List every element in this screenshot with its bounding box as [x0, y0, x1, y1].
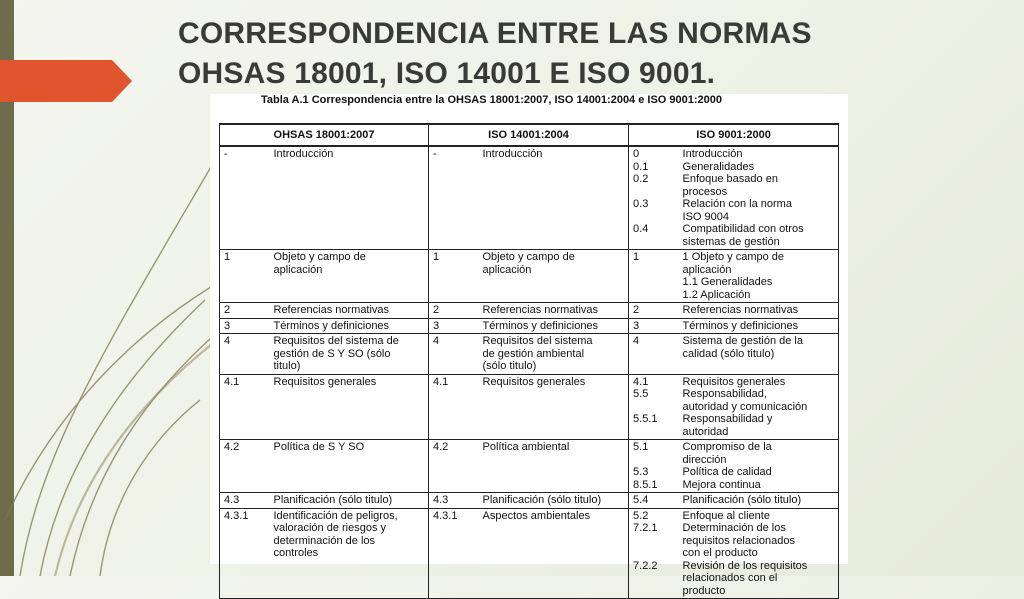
table-cell-q-num: 2 [629, 303, 679, 319]
table-cell-q-txt: Enfoque al cliente Determinación de los requisitos relacionados con el producto Revisión de los requisitos relacionados con el producto [679, 508, 839, 599]
header-iso9001: ISO 9001:2000 [629, 124, 839, 146]
table-cell-q-num: 5.4 [629, 493, 679, 509]
table-row [220, 493, 839, 509]
table-cell-e-txt: Política ambiental [479, 440, 629, 493]
table-cell-q-num: 4 [629, 334, 679, 375]
table-row [220, 334, 839, 375]
table-header-row [220, 124, 839, 146]
table-cell-o-num: 2 [220, 303, 270, 319]
table-cell-e-txt: Planificación (sólo titulo) [479, 493, 629, 509]
table-row [220, 303, 839, 319]
table-cell-q-num: 1 [629, 250, 679, 303]
table-cell-e-num: 4.3 [429, 493, 479, 509]
slide-title [178, 14, 998, 94]
table-cell-e-num: - [429, 146, 479, 250]
table-row [220, 508, 839, 599]
table-cell-q-txt: Planificación (sólo titulo) [679, 493, 839, 509]
table-row [220, 318, 839, 334]
table-cell-o-txt: Términos y definiciones [270, 318, 429, 334]
table-cell-e-txt: Objeto y campo de aplicación [479, 250, 629, 303]
table-cell-e-num: 2 [429, 303, 479, 319]
table-cell-q-txt: Sistema de gestión de la calidad (sólo titulo) [679, 334, 839, 375]
table-cell-e-num: 4.1 [429, 374, 479, 440]
table-cell-o-num: 4.1 [220, 374, 270, 440]
table-cell-o-txt: Identificación de peligros, valoración de riesgos y determinación de los controles [270, 508, 429, 599]
table-cell-o-txt: Planificación (sólo titulo) [270, 493, 429, 509]
table-cell-e-txt: Referencias normativas [479, 303, 629, 319]
table-cell-q-num: 5.2 7.2.1 7.2.2 [629, 508, 679, 599]
table-cell-e-num: 4.3.1 [429, 508, 479, 599]
table-cell-e-txt: Introducción [479, 146, 629, 250]
table-cell-e-num: 4 [429, 334, 479, 375]
correspondence-table [219, 123, 839, 599]
table-cell-o-num: - [220, 146, 270, 250]
table-document-image [210, 94, 848, 597]
table-cell-q-num: 5.1 5.3 8.5.1 [629, 440, 679, 493]
header-iso14001: ISO 14001:2004 [429, 124, 629, 146]
table-cell-q-num: 0 0.1 0.2 0.3 0.4 [629, 146, 679, 250]
table-cell-o-num: 1 [220, 250, 270, 303]
table-cell-q-num: 3 [629, 318, 679, 334]
table-cell-e-txt: Requisitos generales [479, 374, 629, 440]
table-row [220, 374, 839, 440]
table-cell-o-txt: Requisitos generales [270, 374, 429, 440]
table-cell-o-num: 4 [220, 334, 270, 375]
table-cell-o-txt: Requisitos del sistema de gestión de S Y SO (sólo titulo) [270, 334, 429, 375]
table-cell-q-num: 4.1 5.5 5.5.1 [629, 374, 679, 440]
table-cell-o-txt: Referencias normativas [270, 303, 429, 319]
table-cell-e-txt: Requisitos del sistema de gestión ambiental (sólo titulo) [479, 334, 629, 375]
table-cell-e-num: 1 [429, 250, 479, 303]
table-cell-q-txt: Introducción Generalidades Enfoque basado en procesos Relación con la norma ISO 9004 Compatibilidad con otros sistemas de gestión [679, 146, 839, 250]
table-cell-q-txt: 1 Objeto y campo de aplicación 1.1 Generalidades 1.2 Aplicación [679, 250, 839, 303]
table-cell-o-txt: Introducción [270, 146, 429, 250]
table-cell-o-txt: Objeto y campo de aplicación [270, 250, 429, 303]
title-line-2: OHSAS 18001, ISO 14001 E ISO 9001. [178, 57, 716, 90]
table-cell-e-txt: Términos y definiciones [479, 318, 629, 334]
table-cell-q-txt: Términos y definiciones [679, 318, 839, 334]
header-ohsas: OHSAS 18001:2007 [220, 124, 429, 146]
title-line-1: CORRESPONDENCIA ENTRE LAS NORMAS [178, 17, 812, 50]
table-cell-e-num: 3 [429, 318, 479, 334]
table-cell-o-num: 4.2 [220, 440, 270, 493]
table-cell-o-num: 4.3 [220, 493, 270, 509]
table-row [220, 440, 839, 493]
table-cell-q-txt: Requisitos generales Responsabilidad, autoridad y comunicación Responsabilidad y autoridad [679, 374, 839, 440]
table-cell-q-txt: Referencias normativas [679, 303, 839, 319]
table-caption: Tabla A.1 Correspondencia entre la OHSAS 18001:2007, ISO 14001:2004 e ISO 9001:2000 [261, 94, 723, 106]
table-cell-e-txt: Aspectos ambientales [479, 508, 629, 599]
title-accent-arrow [0, 60, 132, 102]
table-row [220, 146, 839, 250]
table-cell-o-txt: Política de S Y SO [270, 440, 429, 493]
table-row [220, 250, 839, 303]
table-cell-o-num: 4.3.1 [220, 508, 270, 599]
table-cell-o-num: 3 [220, 318, 270, 334]
table-cell-e-num: 4.2 [429, 440, 479, 493]
table-cell-q-txt: Compromiso de la dirección Política de calidad Mejora continua [679, 440, 839, 493]
